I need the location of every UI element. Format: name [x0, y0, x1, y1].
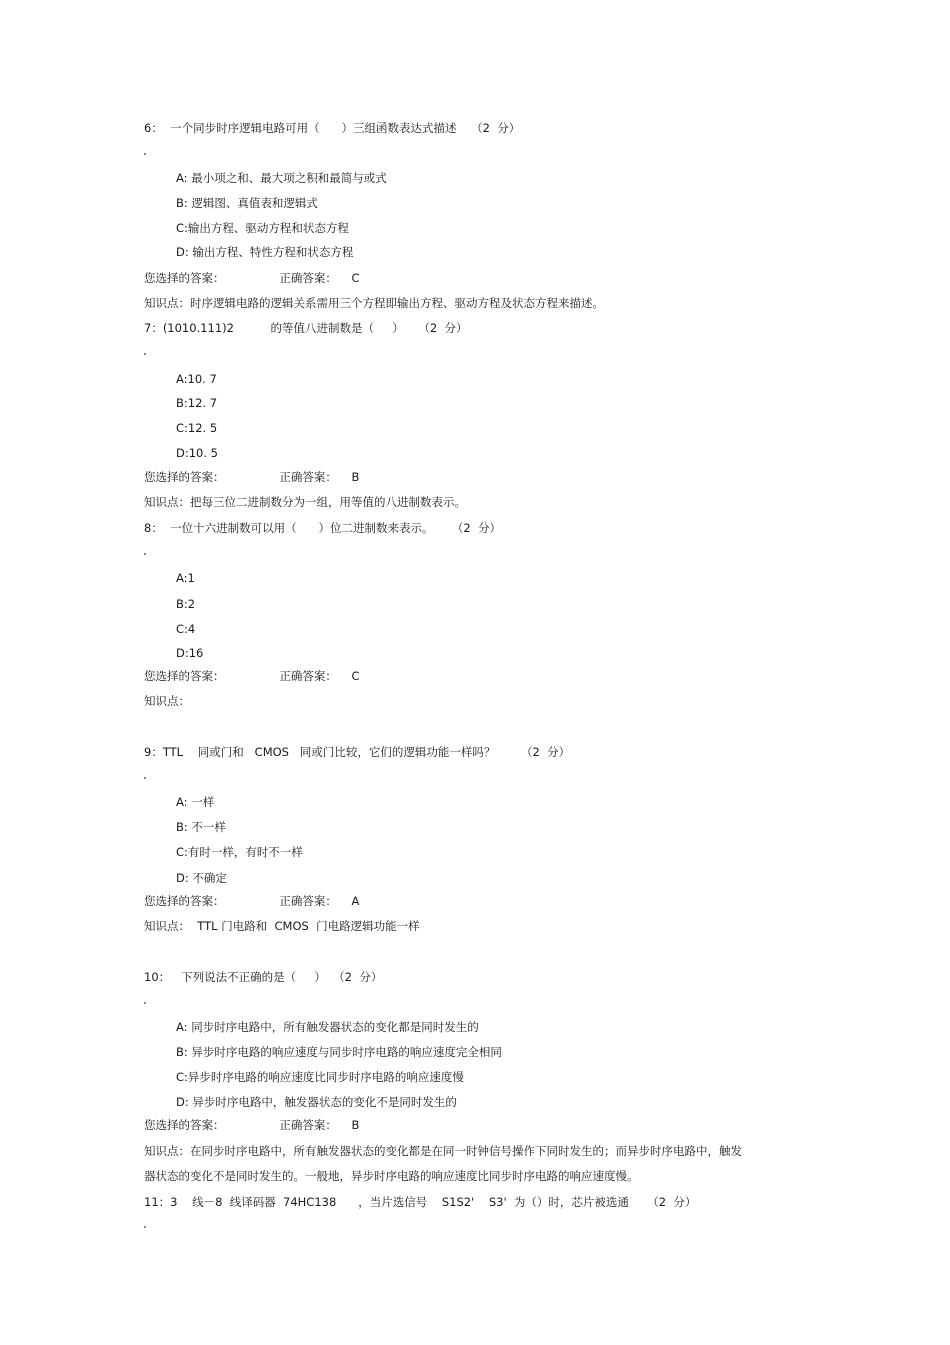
question-9-knowledge: 知识点： TTL 门电路和 CMOS 门电路逻辑功能一样 — [144, 919, 420, 933]
question-10-answer: 您选择的答案： 正确答案： B — [144, 1118, 360, 1132]
question-9-answer: 您选择的答案： 正确答案： A — [144, 894, 360, 908]
question-7-stem: 7：(1010.111)2 的等值八进制数是（ ） （2 分） — [144, 321, 468, 335]
question-8-option-a: A:1 — [176, 571, 195, 585]
question-8-stem: 8： 一位十六进制数可以用（ ）位二进制数来表示。 （2 分） — [144, 521, 501, 535]
question-9-stem: 9：TTL 同或门和 CMOS 同或门比较，它们的逻辑功能一样吗？ （2 分） — [144, 745, 571, 759]
question-10-option-d: D: 异步时序电路中，触发器状态的变化不是同时发生的 — [176, 1095, 457, 1109]
question-10-option-c: C:异步时序电路的响应速度比同步时序电路的响应速度慢 — [176, 1070, 464, 1084]
question-6-stem: 6： 一个同步时序逻辑电路可用（ ）三组函数表达式描述 （2 分） — [144, 121, 521, 135]
question-10-knowledge-line-1: 知识点：在同步时序电路中，所有触发器状态的变化都是在同一时钟信号操作下同时发生的；而异步时序电路中，触发 — [144, 1144, 742, 1158]
question-8-answer: 您选择的答案： 正确答案： C — [144, 669, 360, 683]
question-7-answer: 您选择的答案： 正确答案： B — [144, 470, 360, 484]
option-marker — [144, 1226, 146, 1228]
option-marker — [144, 1002, 146, 1004]
question-8-knowledge: 知识点： — [144, 694, 190, 708]
option-marker — [144, 353, 146, 355]
question-9-option-b: B: 不一样 — [176, 820, 226, 834]
question-7-option-d: D:10. 5 — [176, 446, 218, 460]
question-8-option-d: D:16 — [176, 646, 204, 660]
question-9-option-c: C:有时一样，有时不一样 — [176, 845, 303, 859]
question-6-option-a: A: 最小项之和、最大项之积和最简与或式 — [176, 171, 387, 185]
question-10-option-a: A: 同步时序电路中，所有触发器状态的变化都是同时发生的 — [176, 1020, 479, 1034]
question-6-option-b: B: 逻辑图、真值表和逻辑式 — [176, 196, 318, 210]
question-9-option-a: A: 一样 — [176, 795, 215, 809]
option-marker — [144, 553, 146, 555]
question-7-option-c: C:12. 5 — [176, 421, 218, 435]
question-8-option-b: B:2 — [176, 597, 196, 611]
option-marker — [144, 153, 146, 155]
question-7-knowledge: 知识点：把每三位二进制数分为一组，用等值的八进制数表示。 — [144, 495, 466, 509]
question-10-stem: 10： 下列说法不正确的是（ ） （2 分） — [144, 970, 383, 984]
question-6-option-d: D: 输出方程、特性方程和状态方程 — [176, 245, 354, 259]
question-6-option-c: C:输出方程、驱动方程和状态方程 — [176, 221, 349, 235]
question-7-option-a: A:10. 7 — [176, 372, 217, 386]
question-6-knowledge: 知识点：时序逻辑电路的逻辑关系需用三个方程即输出方程、驱动方程及状态方程来描述。 — [144, 296, 604, 310]
question-9-option-d: D: 不确定 — [176, 871, 227, 885]
question-8-option-c: C:4 — [176, 622, 196, 636]
question-10-option-b: B: 异步时序电路的响应速度与同步时序电路的响应速度完全相同 — [176, 1045, 502, 1059]
question-10-knowledge-line-2: 器状态的变化不是同时发生的。一般地，异步时序电路的响应速度比同步时序电路的响应速度慢。 — [144, 1169, 639, 1183]
question-7-option-b: B:12. 7 — [176, 396, 218, 410]
question-11-stem: 11：3 线－8 线译码器 74HC138 ，当片选信号 S1S2' S3' 为（）时，芯片被选通 （2 分） — [144, 1195, 697, 1209]
option-marker — [144, 777, 146, 779]
question-6-answer: 您选择的答案： 正确答案： C — [144, 271, 360, 285]
